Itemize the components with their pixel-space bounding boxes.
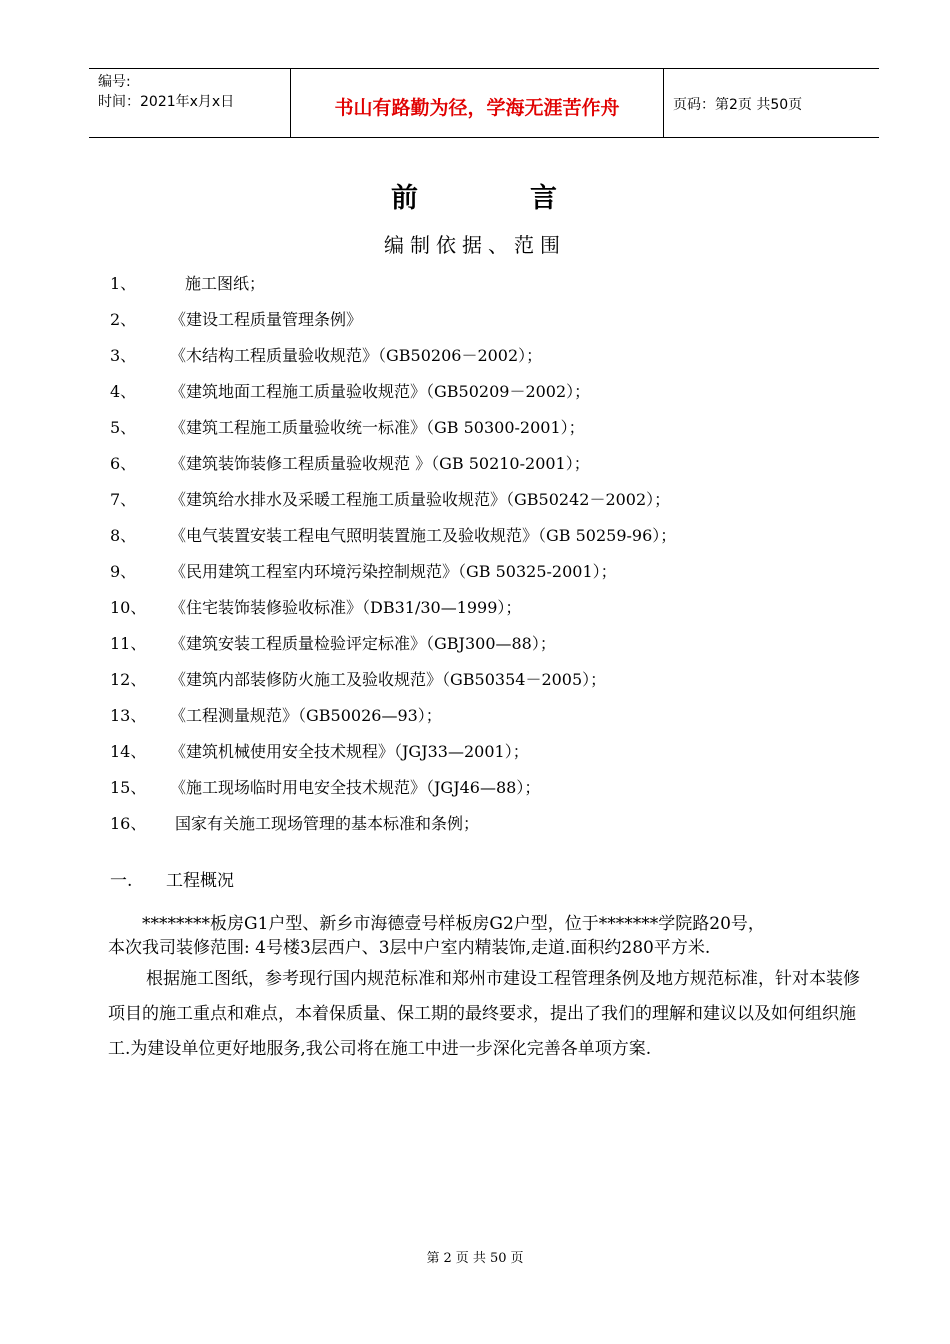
footer-mid: 页 共 <box>455 1251 486 1266</box>
project-overview-paragraph <box>108 912 868 960</box>
reference-text: 《民用建筑工程室内环境污染控制规范》（GB 50325-2001）； <box>170 562 617 581</box>
document-code-label: 编号: <box>98 74 131 90</box>
section-subtitle: 编制依据、范围 <box>384 233 566 257</box>
reference-number: 14、 <box>110 742 147 761</box>
header-page-info: 页码：第2页 共50页 <box>673 97 803 113</box>
reference-item <box>110 302 910 338</box>
reference-number: 5、 <box>110 418 137 437</box>
reference-text: 《工程测量规范》（GB50026—93）； <box>170 706 442 725</box>
reference-number: 13、 <box>110 706 147 725</box>
reference-number: 7、 <box>110 490 137 509</box>
reference-number: 12、 <box>110 670 147 689</box>
reference-number: 9、 <box>110 562 137 581</box>
header-motto: 书山有路勤为径，学海无涯苦作舟 <box>334 97 620 119</box>
reference-item <box>110 374 910 410</box>
reference-list <box>110 266 910 842</box>
reference-text: 《施工现场临时用电安全技术规范》（JGJ46—88）； <box>170 778 541 797</box>
reference-item <box>110 806 910 842</box>
section-number: 一. <box>110 871 133 891</box>
reference-item <box>110 590 910 626</box>
document-time: 时间：2021年x月x日 <box>98 94 235 110</box>
reference-item <box>110 266 910 302</box>
reference-text: 《住宅装饰装修验收标准》（DB31/30—1999）； <box>170 598 522 617</box>
reference-text: 《建筑内部装修防火施工及验收规范》（GB50354－2005）； <box>170 670 607 689</box>
header-right-cell <box>664 69 879 137</box>
reference-item <box>110 662 910 698</box>
footer-page-total: 50 <box>489 1251 507 1266</box>
reference-number: 3、 <box>110 346 137 365</box>
reference-number: 4、 <box>110 382 137 401</box>
reference-item <box>110 338 910 374</box>
header-middle-cell <box>291 69 664 137</box>
reference-number: 2、 <box>110 310 137 329</box>
reference-number: 1、 <box>110 274 137 293</box>
reference-text: 《木结构工程质量验收规范》（GB50206－2002）； <box>170 346 543 365</box>
paragraph-line: 本次我司装修范围: 4号楼3层西户、3层中户室内精装饰,走道.面积约280平方米. <box>108 938 711 958</box>
reference-number: 11、 <box>110 634 147 653</box>
section-title: 工程概况 <box>166 871 234 891</box>
reference-text: 《建筑工程施工质量验收统一标准》（GB 50300-2001）； <box>170 418 585 437</box>
paragraph-text: 根据施工图纸，参考现行国内规范标准和郑州市建设工程管理条例及地方规范标准，针对本装修项目的施工重点和难点，本着保质量、保工期的最终要求，提出了我们的理解和建议以及如何组织施工.为建设单位更好地服务,我公司将在施工中进一步深化完善各单项方案. <box>108 969 860 1059</box>
page-footer <box>0 1247 950 1266</box>
reference-number: 6、 <box>110 454 137 473</box>
reference-item <box>110 698 910 734</box>
footer-page-number: 2 <box>443 1251 452 1266</box>
footer-suffix: 页 <box>510 1251 524 1266</box>
reference-text: 施工图纸； <box>185 274 266 293</box>
construction-approach-paragraph <box>108 962 868 1067</box>
footer-prefix: 第 <box>426 1251 440 1266</box>
page-title <box>0 176 950 215</box>
reference-text: 《建筑地面工程施工质量验收规范》（GB50209－2002）； <box>170 382 591 401</box>
title-char-1: 前 <box>391 183 420 214</box>
reference-item <box>110 446 910 482</box>
paragraph-line: ********板房G1户型、新乡市海德壹号样板房G2户型，位于*******学院路20号， <box>142 914 765 934</box>
section-heading <box>110 866 234 891</box>
reference-item <box>110 410 910 446</box>
reference-text: 《建筑给水排水及采暖工程施工质量验收规范》（GB50242－2002）； <box>170 490 671 509</box>
reference-item <box>110 554 910 590</box>
reference-text: 《电气装置安装工程电气照明装置施工及验收规范》（GB 50259-96）； <box>170 526 677 545</box>
title-char-2: 言 <box>530 183 559 214</box>
reference-text: 《建筑装饰装修工程质量验收规范 》（GB 50210-2001）； <box>170 454 590 473</box>
header-left-cell <box>89 69 291 137</box>
reference-number: 16、 <box>110 814 147 833</box>
page-header <box>89 68 879 138</box>
reference-item <box>110 626 910 662</box>
reference-number: 8、 <box>110 526 137 545</box>
reference-text: 《建设工程质量管理条例》 <box>170 310 363 329</box>
reference-number: 15、 <box>110 778 147 797</box>
reference-text: 国家有关施工现场管理的基本标准和条例； <box>175 814 480 833</box>
reference-text: 《建筑机械使用安全技术规程》（JGJ33—2001）； <box>170 742 529 761</box>
reference-item <box>110 518 910 554</box>
reference-number: 10、 <box>110 598 147 617</box>
reference-item <box>110 770 910 806</box>
reference-item <box>110 734 910 770</box>
reference-text: 《建筑安装工程质量检验评定标准》（GBJ300—88）； <box>170 634 556 653</box>
reference-item <box>110 482 910 518</box>
